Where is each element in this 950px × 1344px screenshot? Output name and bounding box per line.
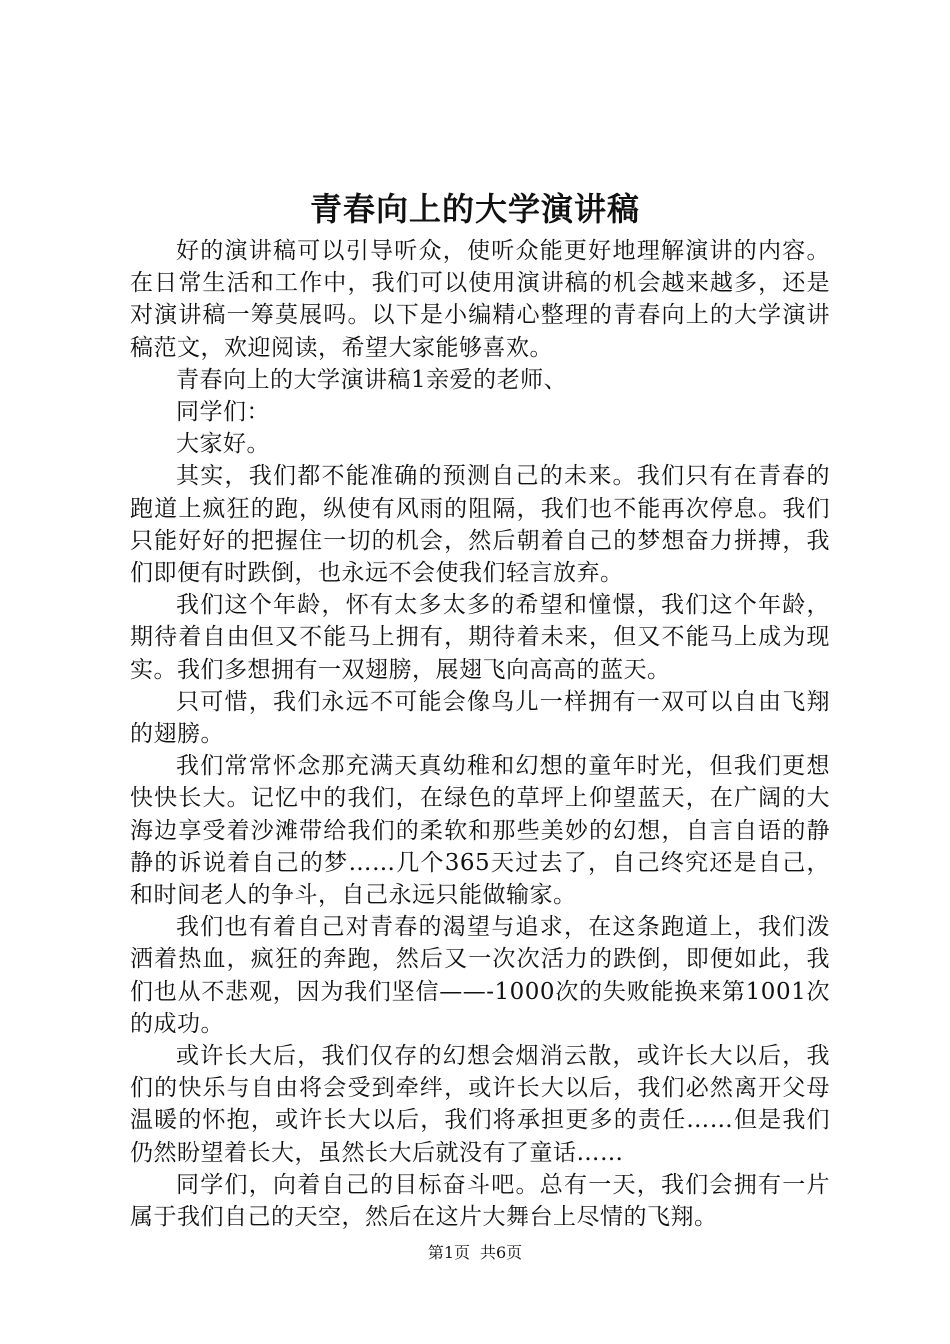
paragraph-speech-heading: 青春向上的大学演讲稿1亲爱的老师、 bbox=[176, 366, 568, 393]
paragraph-closing: 同学们，向着自己的目标奋斗吧。总有一天，我们会拥有一片属于我们自己的天空，然后在这片大舞台上尽情的飞翔。 bbox=[130, 1171, 830, 1231]
paragraph-greeting: 大家好。 bbox=[176, 431, 270, 458]
document-body bbox=[130, 235, 830, 1233]
paragraph-body: 只可惜，我们永远不可能会像鸟儿一样拥有一双可以自由飞翔的翅膀。 bbox=[130, 688, 830, 748]
paragraph-body: 其实，我们都不能准确的预测自己的未来。我们只有在青春的跑道上疯狂的跑，纵使有风雨的阻隔，我们也不能再次停息。我们只能好好的把握住一切的机会，然后朝着自己的梦想奋力拼搏，我们即便有时跌倒，也永远不会使我们轻言放弃。 bbox=[130, 463, 830, 587]
document-title: 青春向上的大学演讲稿 bbox=[309, 190, 640, 228]
page-total: 共6页 bbox=[480, 1243, 523, 1262]
paragraph-body: 我们也有着自己对青春的渴望与追求，在这条跑道上，我们泼洒着热血，疯狂的奔跑，然后又一次次活力的跌倒，即便如此，我们也从不悲观，因为我们坚信——-1000次的失败能换来第1001次的成功。 bbox=[130, 914, 830, 1037]
page-number: 第1页 bbox=[427, 1243, 470, 1262]
page-footer bbox=[0, 1243, 950, 1263]
paragraph-body: 我们常常怀念那充满天真幼稚和幻想的童年时光，但我们更想快快长大。记忆中的我们，在绿色的草坪上仰望蓝天，在广阔的大海边享受着沙滩带给我们的柔软和那些美妙的幻想，自言自语的静静的诉说着自己的梦……几个365天过去了，自己终究还是自己，和时间老人的争斗，自己永远只能做输家。 bbox=[130, 753, 830, 909]
paragraph-intro: 好的演讲稿可以引导听众，使听众能更好地理解演讲的内容。在日常生活和工作中，我们可以使用演讲稿的机会越来越多，还是对演讲稿一筹莫展吗。以下是小编精心整理的青春向上的大学演讲稿范文，欢迎阅读，希望大家能够喜欢。 bbox=[130, 238, 830, 361]
paragraph-body: 或许长大后，我们仅存的幻想会烟消云散，或许长大以后，我们的快乐与自由将会受到牵绊，或许长大以后，我们必然离开父母温暖的怀抱，或许长大以后，我们将承担更多的责任……但是我们仍然盼望着长大，虽然长大后就没有了童话…… bbox=[130, 1043, 830, 1166]
paragraph-body: 我们这个年龄，怀有太多太多的希望和憧憬，我们这个年龄，期待着自由但又不能马上拥有，期待着未来，但又不能马上成为现实。我们多想拥有一双翅膀，展翅飞向高高的蓝天。 bbox=[130, 592, 830, 683]
paragraph-salutation: 同学们： bbox=[176, 399, 270, 426]
